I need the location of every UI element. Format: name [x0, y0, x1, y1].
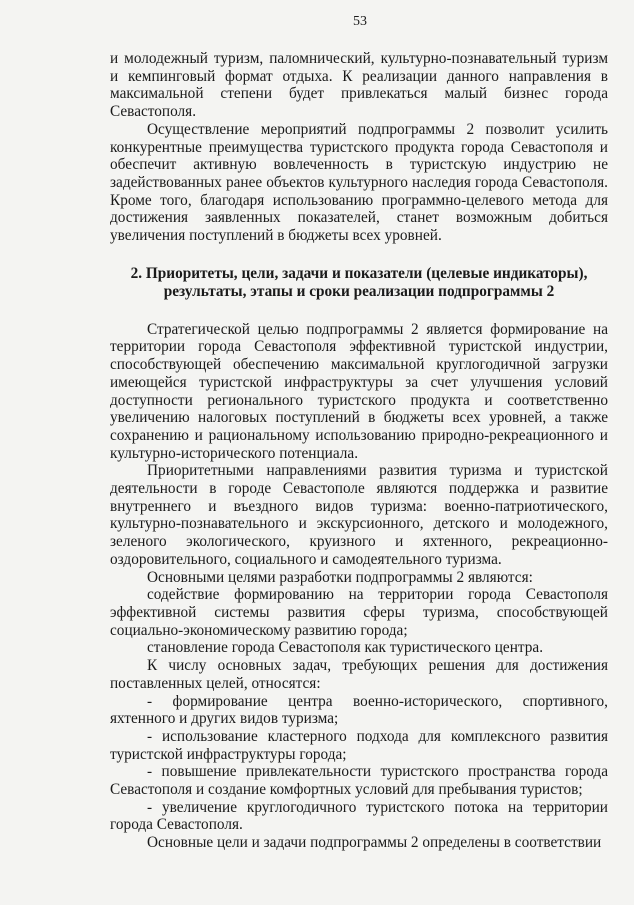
paragraph: - увеличение круглогодичного туристского потока на территории города Севастополя.	[110, 798, 608, 834]
paragraph: содействие формированию на территории города Севастополя эффективной системы развития сферы туризма, способствующей социально-экономическому развитию города;	[110, 586, 608, 639]
page-number: 53	[353, 14, 367, 29]
paragraph: и молодежный туризм, паломнический, культурно-познавательный туризм и кемпинговый формат отдыха. К реализации данного направления в максимальной степени будет привлекаться малый бизнес города Севастополя.	[110, 50, 608, 121]
paragraph: Основными целями разработки подпрограммы 2 являются:	[147, 568, 533, 586]
paragraph: Осуществление мероприятий подпрограммы 2 позволит усилить конкурентные преимущества туристского продукта города Севастополя и обеспечит активную вовлеченность в туристскую индустрию не задействованных ранее объектов культурного наследия города Севастополя. Кроме того, благодаря использованию программно-целевого метода для достижения заявленных показателей, станет возможным добиться увеличения поступлений в бюджеты всех уровней.	[110, 120, 608, 245]
paragraph: становление города Севастополя как туристического центра.	[147, 639, 544, 657]
paragraph: Стратегической целью подпрограммы 2 является формирование на территории города Севастополя эффективной туристской индустрии, способствующей обеспечению максимальной круглогодичной загрузки имеющейся туристской инфраструктуры за счет улучшения условий доступности регионального туристского продукта и соответственно увеличению налоговых поступлений в бюджеты всех уровней, а также сохранению и рациональному использованию природно-рекреационного и культурно-исторического потенциала.	[110, 320, 608, 462]
paragraph: Основные цели и задачи подпрограммы 2 определены в соответствии	[147, 834, 602, 852]
section-heading-line: 2. Приоритеты, цели, задачи и показатели (целевые индикаторы),	[130, 264, 588, 282]
paragraph: - повышение привлекательности туристского пространства города Севастополя и создание комфортных условий для пребывания туристов;	[110, 763, 608, 799]
paragraph: Приоритетными направлениями развития туризма и туристской деятельности в городе Севастополе являются поддержка и развитие внутреннего и въездного видов туризма: военно-патриотического, культурно-познавательного и экскурсионного, детского и молодежного, зеленого экологического, круизного и яхтенного, рекреационно-оздоровительного, социального и самодеятельного туризма.	[110, 462, 608, 568]
paragraph: К числу основных задач, требующих решения для достижения поставленных целей, относятся:	[110, 657, 608, 692]
paragraph: - формирование центра военно-исторического, спортивного, яхтенного и других видов туризма;	[110, 692, 608, 728]
paragraph: - использование кластерного подхода для комплексного развития туристской инфраструктуры города;	[110, 727, 608, 763]
section-heading-line: результаты, этапы и сроки реализации подпрограммы 2	[163, 282, 555, 300]
section-heading	[110, 265, 608, 301]
